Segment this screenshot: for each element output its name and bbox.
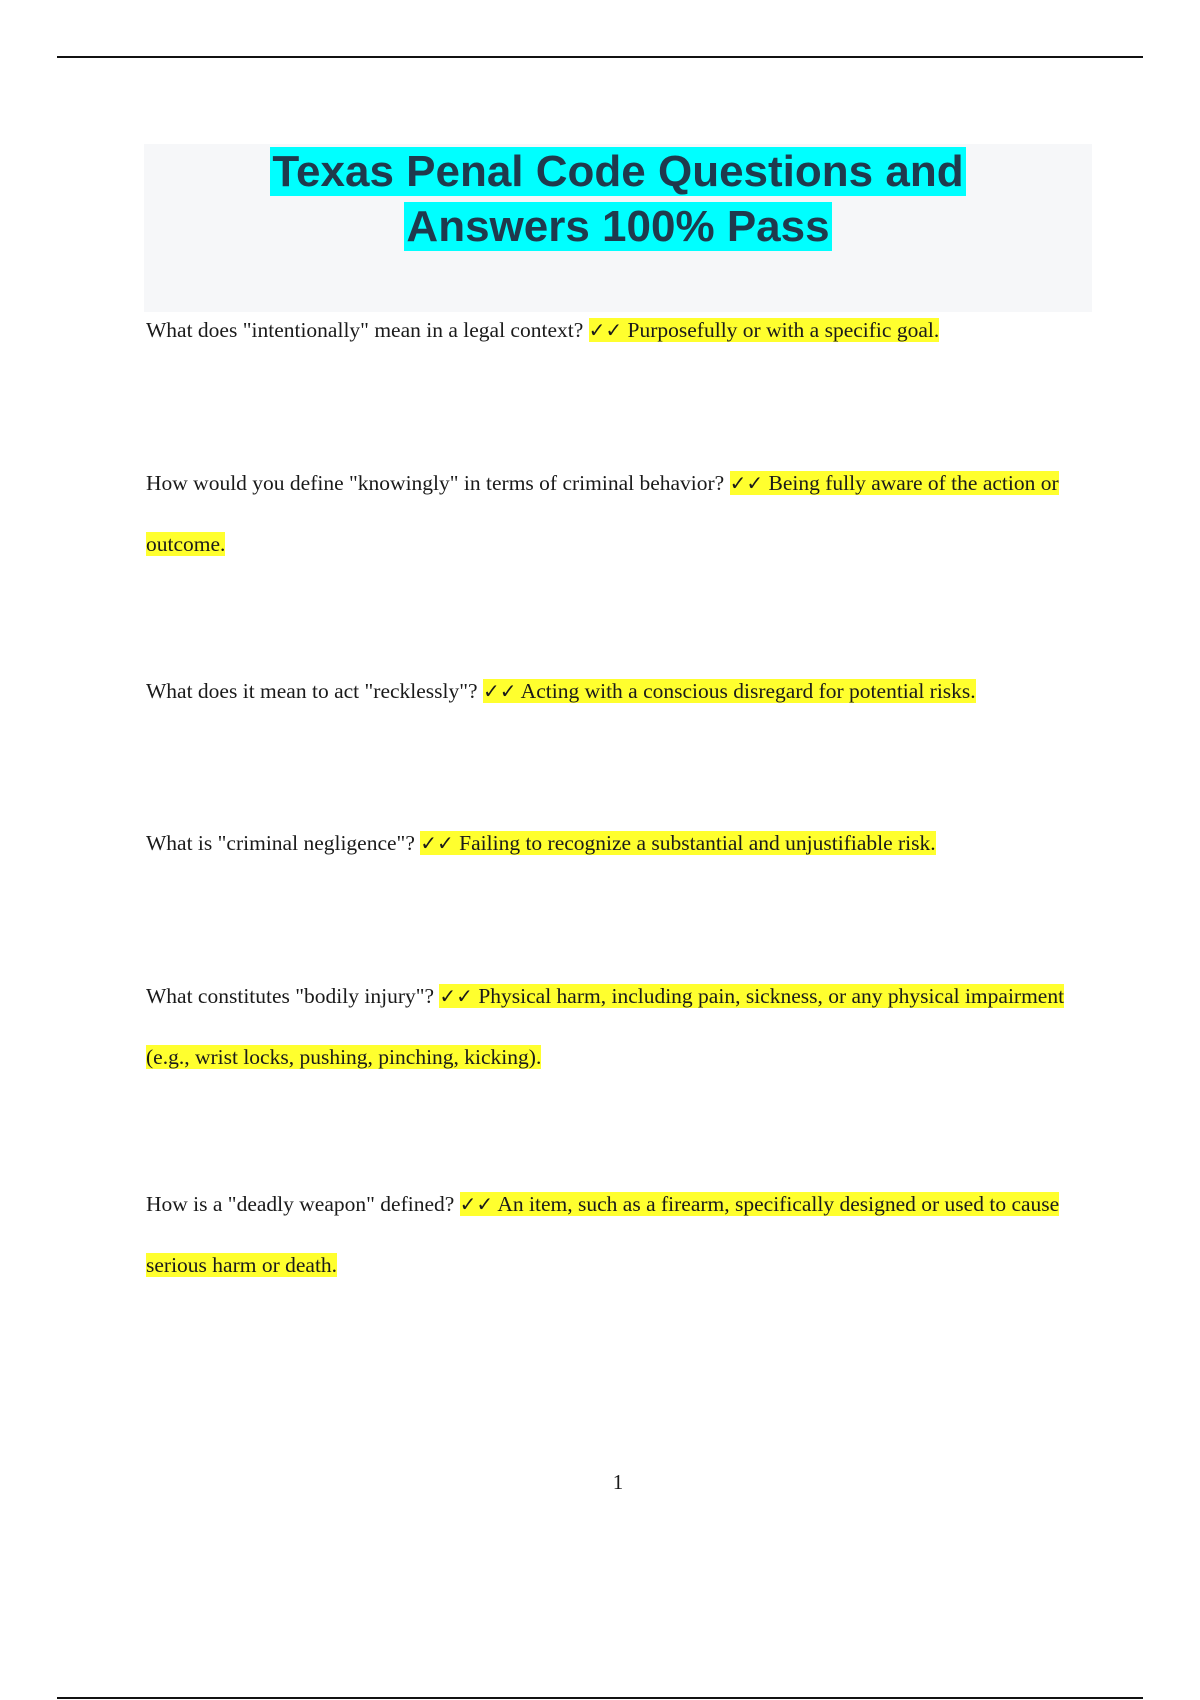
- question-text: How is a "deadly weapon" defined?: [146, 1192, 455, 1216]
- answer-highlight: [483, 679, 976, 703]
- page-number: 1: [612, 1470, 624, 1494]
- check-icon: ✓✓: [729, 471, 764, 495]
- bottom-rule: [57, 1697, 1143, 1699]
- answer-text: Acting with a conscious disregard for potential risks.: [520, 679, 976, 703]
- qa-item: [146, 813, 1096, 874]
- title-line-2: Answers 100% Pass: [406, 202, 830, 251]
- check-icon: ✓✓: [588, 318, 623, 342]
- answer-text: Failing to recognize a substantial and unjustifiable risk.: [459, 831, 936, 855]
- title-block: [144, 144, 1092, 312]
- question-text: What does "intentionally" mean in a legal context?: [146, 318, 584, 342]
- question-text: What constitutes "bodily injury"?: [146, 984, 435, 1008]
- check-icon: ✓✓: [482, 679, 517, 703]
- title-line-1: Texas Penal Code Questions and: [272, 147, 964, 196]
- question-text: How would you define "knowingly" in terms of criminal behavior?: [146, 471, 725, 495]
- answer-highlight: [589, 318, 940, 342]
- check-icon: ✓✓: [439, 984, 473, 1008]
- qa-item: [146, 661, 1096, 722]
- document-title: [144, 144, 1092, 254]
- answer-text: An item, such as a firearm, specifically designed or used to cause serious harm or death.: [146, 1192, 1060, 1277]
- answer-text: Purposefully or with a specific goal.: [627, 318, 940, 342]
- answer-highlight: [420, 831, 935, 855]
- question-text: What is "criminal negligence"?: [146, 831, 415, 855]
- answer-text: Physical harm, including pain, sickness, or any physical impairment (e.g., wrist locks, pushing, pinching, kicking).: [146, 984, 1065, 1069]
- check-icon: ✓✓: [420, 831, 454, 855]
- qa-item: [146, 1174, 1096, 1296]
- question-text: What does it mean to act "recklessly"?: [146, 679, 478, 703]
- qa-item: [146, 300, 1096, 361]
- qa-item: [146, 453, 1096, 575]
- top-rule: [57, 56, 1143, 58]
- qa-item: [146, 966, 1096, 1088]
- answer-text: Being fully aware of the action or outcome.: [146, 471, 1059, 556]
- check-icon: ✓✓: [459, 1192, 494, 1216]
